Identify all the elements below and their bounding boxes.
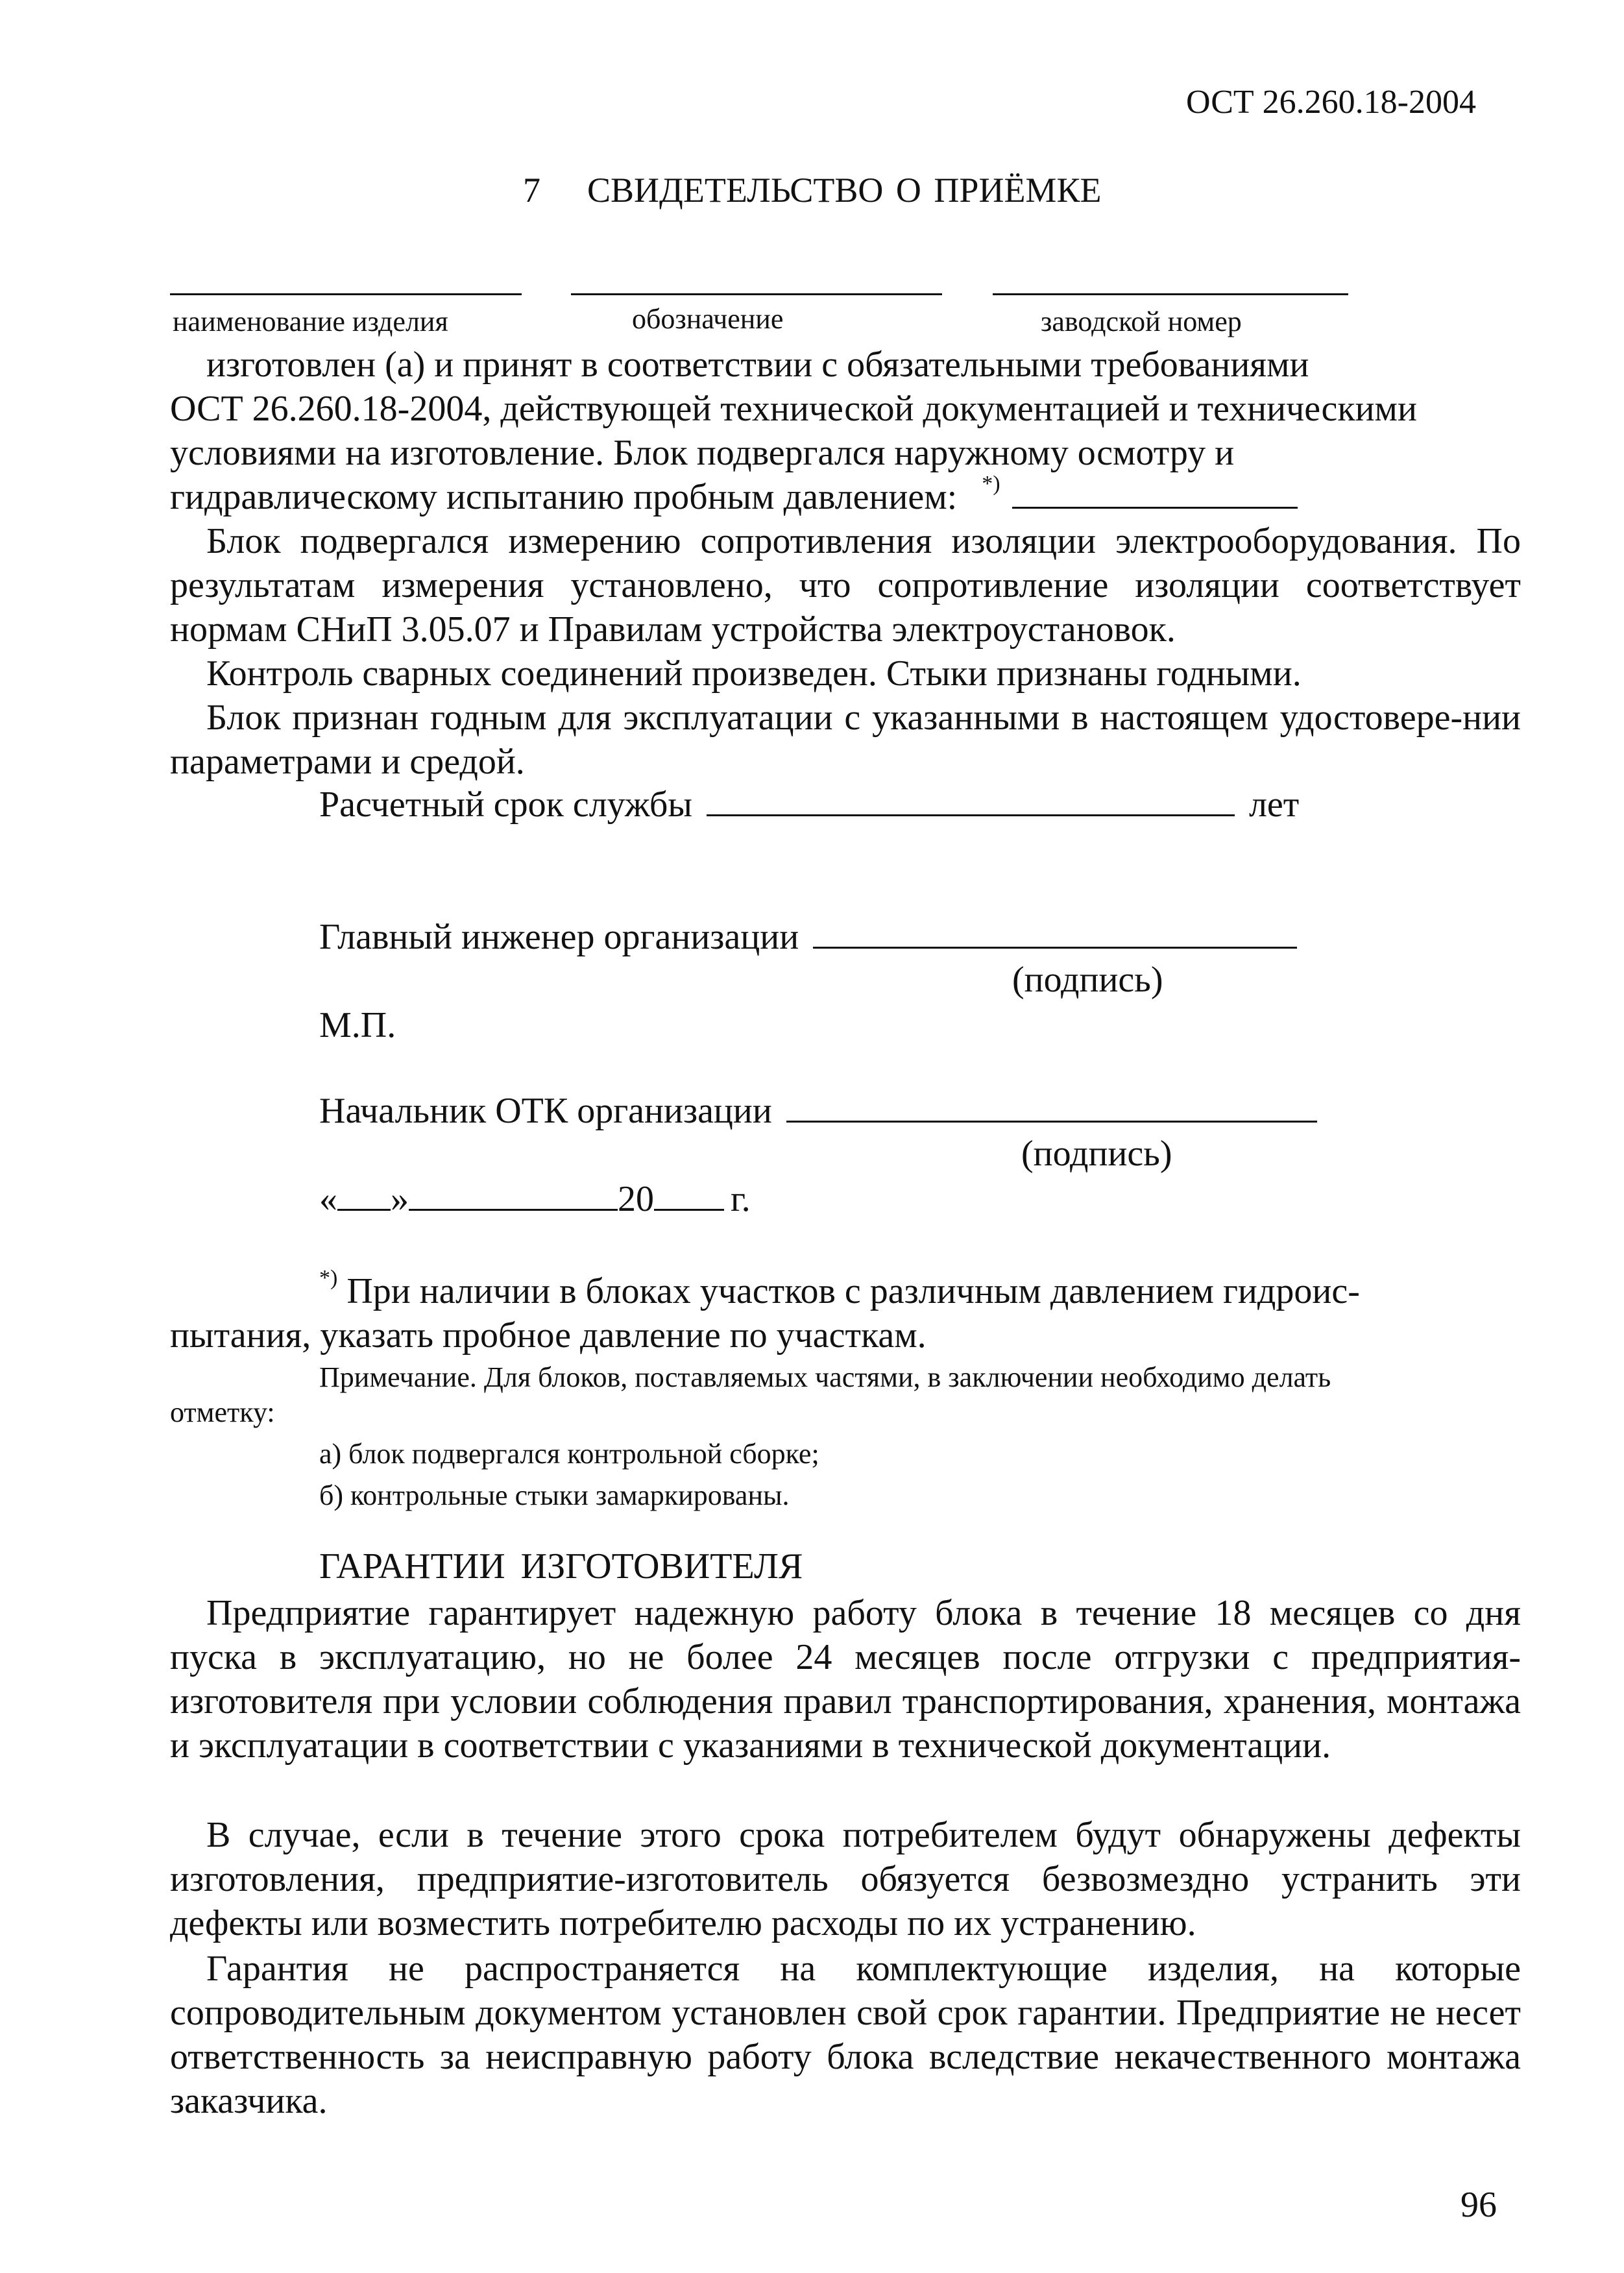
acceptance-line-4 — [170, 472, 1298, 518]
designation-caption: обозначение — [632, 303, 784, 335]
note-line-1: Примечание. Для блоков, поставляемых частями, в заключении необходимо делать — [319, 1361, 1331, 1393]
chief-engineer-signature-field[interactable] — [813, 947, 1297, 949]
page-number: 96 — [1460, 2185, 1497, 2225]
date-month-field[interactable] — [409, 1209, 618, 1211]
section-title — [523, 170, 1101, 210]
serial-number-field[interactable] — [993, 293, 1348, 295]
date-year-suffix: г. — [731, 1179, 751, 1219]
insulation-paragraph — [170, 519, 1521, 651]
note-line-2: отметку: — [170, 1396, 275, 1428]
stamp-label: М.П. — [319, 1005, 396, 1045]
date-year-field[interactable] — [654, 1209, 724, 1211]
welds-paragraph — [170, 651, 1521, 696]
guarantees-heading: ГАРАНТИИ ИЗГОТОВИТЕЛЯ — [319, 1546, 803, 1586]
footnote-line-2: пытания, указать пробное давление по участкам. — [170, 1315, 927, 1355]
date-open-quote: « — [319, 1179, 337, 1219]
pressure-label: гидравлическому испытанию пробным давлением: — [170, 477, 958, 517]
welds-text: Контроль сварных соединений произведен. Стыки признаны годными. — [206, 653, 1302, 694]
date-row — [319, 1178, 751, 1220]
service-life-field[interactable] — [707, 814, 1235, 816]
acceptance-line-2: ОСТ 26.260.18-2004, действующей технической документацией и техническими — [170, 389, 1417, 429]
date-year-prefix: 20 — [618, 1179, 654, 1219]
fitness-text: Блок признан годным для эксплуатации с указанными в настоящем удостовере-нии параметрами и средой. — [170, 698, 1521, 782]
note-item-b: б) контрольные стыки замаркированы. — [319, 1479, 790, 1511]
acceptance-line-1: изготовлен (а) и принят в соответствии с обязательными требованиями — [206, 345, 1309, 385]
serial-number-caption: заводской номер — [1041, 306, 1242, 337]
guarantee-paragraph-2 — [170, 1813, 1521, 1945]
footnote-marker: *) — [319, 1266, 338, 1290]
insulation-text: Блок подвергался измерению сопротивления изоляции электрооборудования. По результатам измерения установлено, что сопротивление изоляции соответствует нормам СНиП 3.05.07 и Правилам устройства электроустановок. — [170, 521, 1521, 650]
product-name-field[interactable] — [170, 293, 522, 295]
note-item-a: а) блок подвергался контрольной сборке; — [319, 1438, 819, 1470]
signature-caption-1: (подпись) — [1012, 960, 1163, 1000]
footnote-text-1: При наличии в блоках участков с различным давлением гидроис- — [337, 1271, 1360, 1311]
document-code: ОСТ 26.260.18-2004 — [1186, 84, 1476, 121]
chief-engineer-row — [319, 916, 1297, 958]
guarantee-paragraph-1 — [170, 1591, 1521, 1768]
designation-field[interactable] — [571, 293, 942, 295]
signature-caption-2: (подпись) — [1021, 1134, 1172, 1174]
service-life-label: Расчетный срок службы — [319, 784, 692, 825]
service-life-unit: лет — [1248, 784, 1300, 825]
guarantee-paragraph-3 — [170, 1947, 1521, 2123]
footnote-line-1 — [319, 1266, 1360, 1313]
pressure-footnote-marker: *) — [982, 472, 1000, 496]
guarantee-text-2: В случае, если в течение этого срока потребителем будут обнаружены дефекты изготовления, предприятие-изготовитель обязуется безвозмездно устранить эти дефекты или возместить потребителю расходы по их устранению. — [170, 1815, 1521, 1943]
section-number: 7 — [523, 171, 540, 210]
fitness-paragraph — [170, 696, 1521, 784]
guarantee-text-1: Предприятие гарантирует надежную работу блока в течение 18 месяцев со дня пуска в эксплуатацию, но не более 24 месяцев после отгрузки с предприятия-изготовителя при условии соблюдения правил транспортирования, хранения, монтажа и эксплуатации в соответствии с указаниями в технической документации. — [170, 1593, 1521, 1766]
otk-head-label: Начальник ОТК организации — [319, 1091, 772, 1131]
otk-head-signature-field[interactable] — [786, 1121, 1317, 1123]
otk-head-row — [319, 1090, 1317, 1132]
date-day-field[interactable] — [337, 1209, 391, 1211]
section-title-text: СВИДЕТЕЛЬСТВО О ПРИЁМКЕ — [587, 171, 1102, 210]
product-name-caption: наименование изделия — [173, 306, 448, 337]
guarantee-text-3: Гарантия не распространяется на комплектующие изделия, на которые сопроводительным документом установлен свой срок гарантии. Предприятие не несет ответственность за неисправную работу блока вследствие некачественного монтажа заказчика. — [170, 1949, 1521, 2121]
service-life-row — [319, 784, 1299, 825]
date-close-quote: » — [391, 1179, 409, 1219]
test-pressure-field[interactable] — [1012, 507, 1298, 509]
acceptance-line-3: условиями на изготовление. Блок подвергался наружному осмотру и — [170, 433, 1235, 473]
chief-engineer-label: Главный инженер организации — [319, 917, 799, 957]
